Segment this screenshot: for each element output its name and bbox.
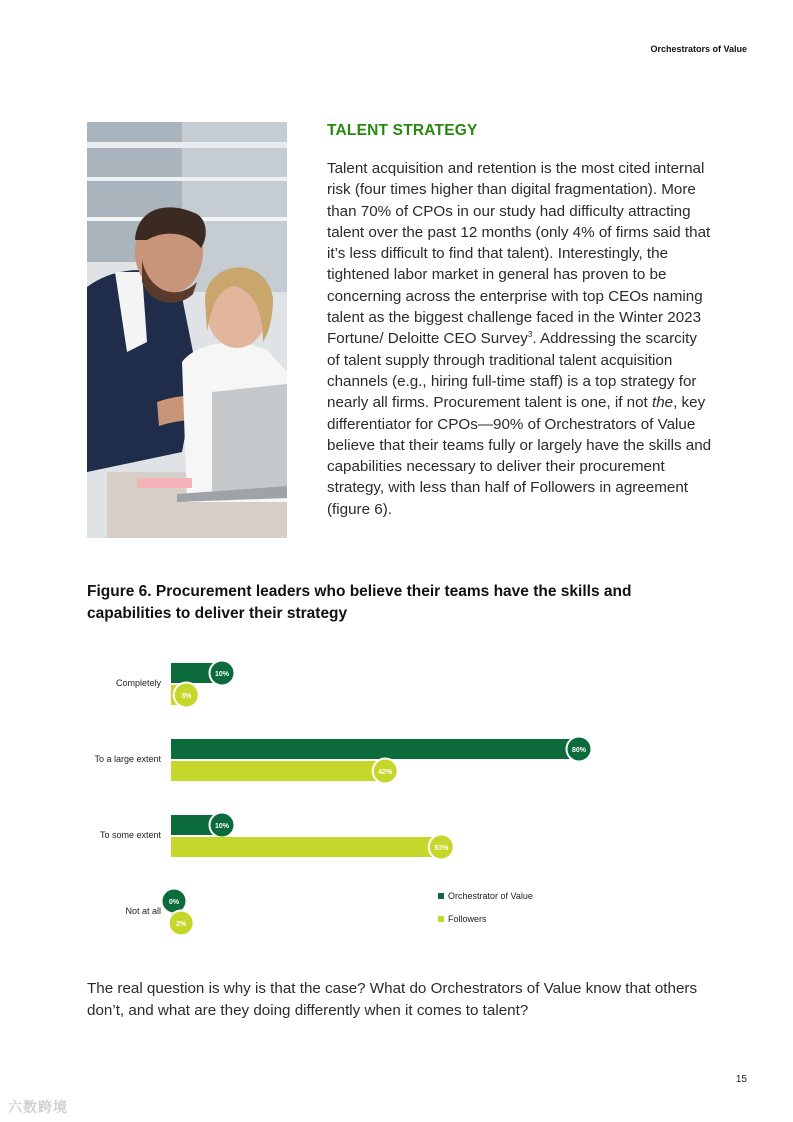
data-label: 3%: [181, 692, 192, 700]
paragraph-text-1: Talent acquisition and retention is the most cited internal risk (four times higher than digital fragmentation). More than 70% of CPOs in our study had difficulty attracting talent over the past 12 months (only 4% of firms said that it’s less difficult to find that talent). Interestingly, the tightened labor market in general has proven to be concerning across the enterprise with top CEOs naming talent as the biggest challenge faced in the Winter 2023 Fortune/ Deloitte CEO Survey: [327, 160, 711, 348]
section-heading: TALENT STRATEGY: [327, 122, 478, 139]
data-label: 0%: [168, 898, 180, 906]
category-label: To some extent: [99, 830, 161, 840]
data-label: 42%: [378, 768, 393, 776]
legend-label: Orchestrator of Value: [448, 891, 533, 901]
paragraph-text-2: . Addressing the scarcity of talent supply through traditional talent acquisition channels (e.g., hiring full-time staff) is a top strategy for nearly all firms. Procurement talent is one, if not: [327, 330, 697, 412]
watermark: 六数跨境: [8, 1099, 68, 1115]
page-number: 15: [735, 1074, 747, 1085]
category-label: Completely: [115, 678, 161, 688]
bar: [171, 837, 441, 857]
bar: [171, 761, 385, 781]
data-label: 2%: [176, 920, 187, 928]
legend-swatch: [438, 893, 444, 899]
footnote-ref[interactable]: 3: [527, 330, 533, 340]
data-label: 53%: [434, 844, 449, 852]
data-label: 10%: [214, 670, 230, 678]
talent-strategy-paragraph: [327, 158, 712, 520]
photo-illustration: [87, 122, 287, 538]
data-label: 80%: [571, 746, 587, 754]
header-title: Orchestrators of Value: [650, 44, 747, 54]
category-label: To a large extent: [94, 754, 161, 764]
legend-swatch: [438, 916, 444, 922]
business-people-photo: [87, 122, 287, 538]
legend-label: Followers: [448, 914, 487, 924]
paragraph-italic: the: [651, 394, 674, 412]
closing-paragraph: The real question is why is that the case? What do Orchestrators of Value know that others don’t, and what are they doing differently when it comes to talent?: [87, 980, 698, 1019]
figure-title: Figure 6. Procurement leaders who believe their teams have the skills and capabilities to deliver their strategy: [87, 583, 632, 622]
bar-chart: [0, 640, 793, 960]
category-label: Not at all: [125, 906, 161, 916]
bar: [171, 739, 579, 759]
paragraph-text-3: , key differentiator for CPOs—90% of Orchestrators of Value believe that their teams fully or largely have the skills and capabilities necessary to deliver their procurement strategy, with less than half of Followers in agreement (figure 6).: [327, 394, 712, 518]
data-label: 10%: [214, 822, 230, 830]
